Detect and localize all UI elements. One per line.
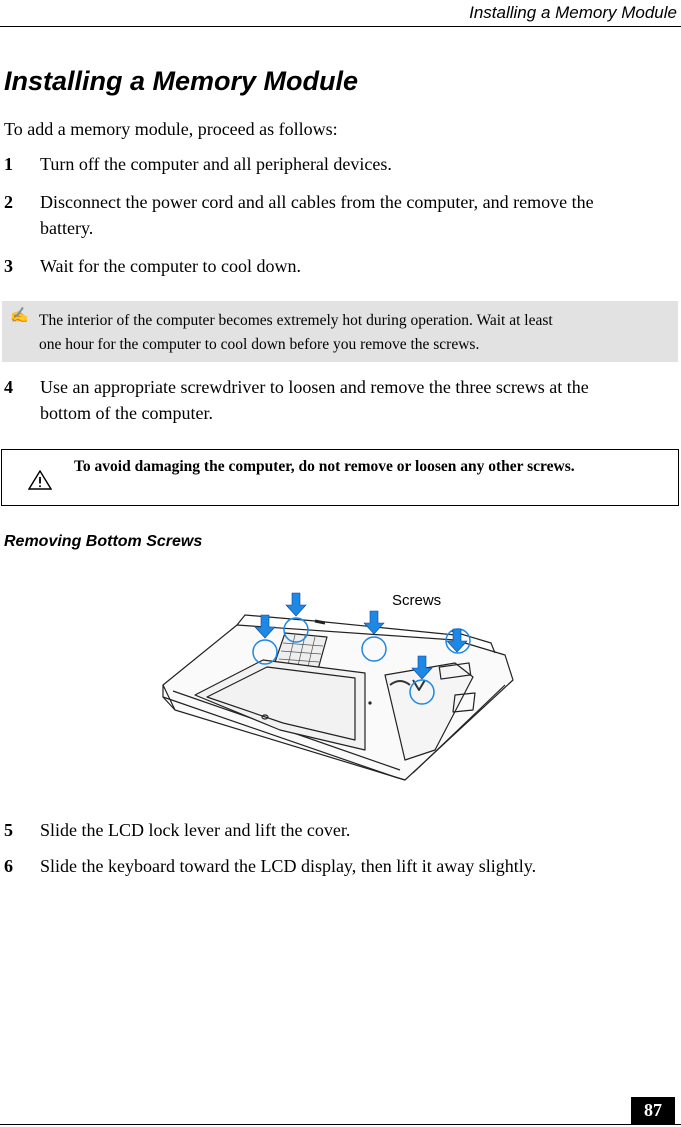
note-box — [2, 301, 678, 362]
step-number: 1 — [4, 154, 13, 174]
step-number: 2 — [4, 192, 13, 212]
intro-text: To add a memory module, proceed as follows: — [4, 119, 338, 139]
step-number: 6 — [4, 856, 13, 876]
warning-triangle-icon — [28, 470, 52, 490]
footer-rule — [0, 1124, 681, 1125]
note-line: The interior of the computer becomes extremely hot during operation. Wait at least — [39, 312, 553, 329]
note-text — [39, 309, 669, 357]
step-text: Use an appropriate screwdriver to loosen and remove the three screws at the — [40, 377, 589, 397]
warning-box — [1, 449, 679, 506]
running-header: Installing a Memory Module — [469, 3, 677, 22]
step-number: 3 — [4, 256, 13, 276]
figure-caption: Removing Bottom Screws — [4, 533, 203, 550]
header-rule — [0, 26, 681, 27]
note-line: one hour for the computer to cool down before you remove the screws. — [39, 336, 480, 353]
step-text: battery. — [40, 218, 94, 238]
step-text: Disconnect the power cord and all cables from the computer, and remove the — [40, 192, 594, 212]
step-number: 5 — [4, 820, 13, 840]
step-text: Turn off the computer and all peripheral devices. — [40, 154, 392, 174]
step-text: Wait for the computer to cool down. — [40, 256, 301, 276]
page-number: 87 — [631, 1097, 675, 1124]
page-title: Installing a Memory Module — [4, 66, 359, 96]
screws-label: Screws — [392, 592, 442, 609]
step-text: Slide the LCD lock lever and lift the cover. — [40, 820, 351, 840]
step-number: 4 — [4, 377, 13, 397]
step-text: Slide the keyboard toward the LCD display, then lift it away slightly. — [40, 856, 537, 876]
warning-text: To avoid damaging the computer, do not remove or loosen any other screws. — [74, 458, 575, 475]
note-pencil-icon: ✍ — [10, 308, 29, 324]
step-text: bottom of the computer. — [40, 403, 213, 423]
laptop-bottom-illustration — [155, 585, 520, 785]
